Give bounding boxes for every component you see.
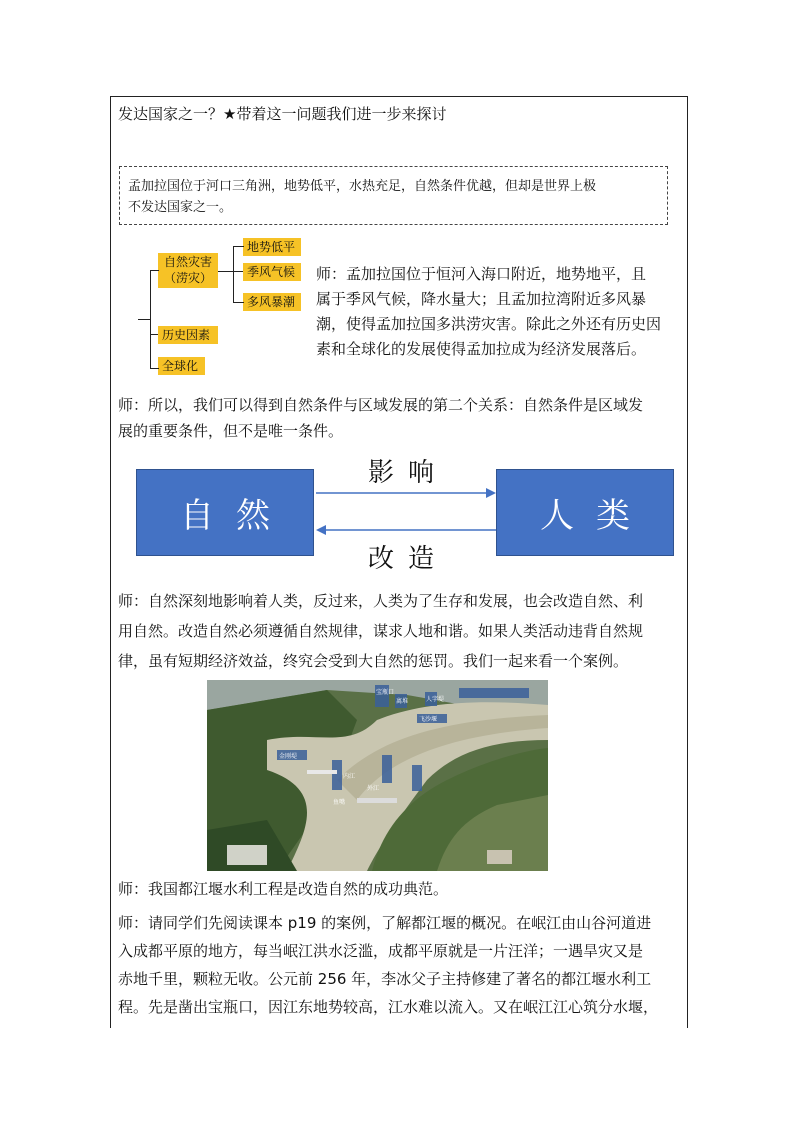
relation-line-2: 展的重要条件，但不是唯一条件。 — [118, 422, 344, 440]
nature-line-3: 律，虽有短期经济效益，终究会受到大自然的惩罚。我们一起来看一个案例。 — [118, 652, 629, 670]
mindmap-sub-bracket — [233, 246, 244, 303]
label-feishayan: 飞沙堰 — [419, 716, 438, 723]
nature-line-1: 师：自然深刻地影响着人类，反过来，人类为了生存和发展，也会改造自然、利 — [118, 592, 644, 610]
label-waijiang: 外江 — [367, 785, 380, 792]
label-jingangdi: 金刚堤 — [279, 753, 298, 760]
caption-line: 师：我国都江堰水利工程是改造自然的成功典范。 — [118, 880, 449, 898]
callout-line-1: 孟加拉国位于河口三角洲，地势低平，水热充足，自然条件优越，但却是世界上极 — [128, 179, 597, 194]
mindmap-history: 历史因素 — [158, 326, 218, 344]
label-neijiang: 内江 — [343, 773, 356, 780]
mindmap-sub-monsoon: 季风气候 — [243, 263, 301, 281]
nature-box: 自然 — [136, 469, 314, 556]
dujiangyan-line-2: 入成都平原的地方，每当岷江洪水泛滥，成都平原就是一片汪洋；一遇旱灾又是 — [118, 942, 644, 960]
mindmap-root-line1: 自然灾害 — [163, 255, 212, 269]
diagram-arrows — [314, 485, 498, 545]
dujiangyan-line-1: 师：请同学们先阅读课本 p19 的案例，了解都江堰的概况。在岷江由山谷河道进 — [118, 914, 652, 932]
mindmap-main-bracket — [150, 270, 159, 369]
mindmap-sub-branch — [233, 271, 243, 272]
mindmap-root — [158, 253, 218, 288]
mindmap-root-line2: （涝灾） — [163, 271, 212, 285]
relation-line-1: 师：所以，我们可以得到自然条件与区域发展的第二个关系：自然条件是区域发 — [118, 396, 644, 414]
mindmap-sub-stem — [218, 271, 233, 272]
intro-line: 发达国家之一？★带着这一问题我们进一步来探讨 — [118, 105, 447, 123]
right-arrow — [316, 488, 496, 498]
human-box: 人类 — [496, 469, 674, 556]
teacher-paragraph — [316, 262, 681, 362]
teacher-line-4: 素和全球化的发展使得孟加拉成为经济发展落后。 — [316, 340, 647, 358]
transform-label: 改造 — [368, 544, 449, 574]
mindmap-stem — [138, 319, 150, 320]
label-baopingkou: 宝瓶口 — [376, 689, 395, 696]
callout-line-2: 不发达国家之一。 — [128, 200, 233, 215]
teacher-line-1: 师：孟加拉国位于恒河入海口附近，地势地平，且 — [316, 265, 647, 283]
label-yuzui: 鱼嘴 — [333, 799, 346, 806]
nature-line-2: 用自然。改造自然必须遵循自然规律，谋求人地和谐。如果人类活动违背自然规 — [118, 622, 644, 640]
dujiangyan-line-4: 程。先是凿出宝瓶口，因江东地势较高，江水难以流入。又在岷江江心筑分水堰， — [118, 998, 659, 1016]
mindmap-branch-history — [150, 334, 158, 335]
influence-label: 影响 — [368, 458, 449, 488]
left-arrow — [316, 525, 496, 535]
teacher-line-3: 潮，使得孟加拉国多洪涝灾害。除此之外还有历史因 — [316, 315, 662, 333]
mindmap-sub-storm: 多风暴潮 — [243, 293, 301, 311]
mindmap-sub-terrain: 地势低平 — [243, 238, 301, 256]
teacher-line-2: 属于季风气候，降水量大；且孟加拉湾附近多风暴 — [316, 290, 647, 308]
callout-box — [119, 166, 668, 225]
label-renziti: 人字堤 — [426, 696, 445, 703]
label-lidui: 离堆 — [396, 698, 409, 705]
dujiangyan-line-3: 赤地千里，颗粒无收。公元前 256 年，李冰父子主持修建了著名的都江堰水利工 — [118, 970, 652, 988]
mindmap-globalization: 全球化 — [158, 357, 205, 375]
dujiangyan-aerial-photo — [207, 680, 548, 871]
